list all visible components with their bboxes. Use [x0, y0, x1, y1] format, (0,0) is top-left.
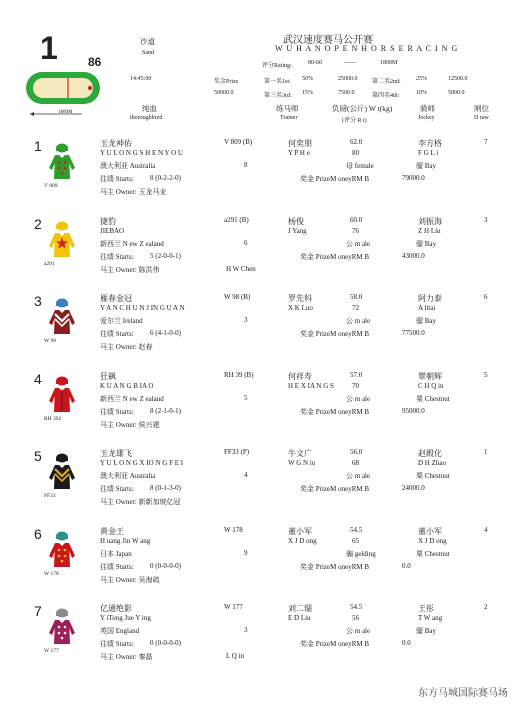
horse-code: RH 39 (B) — [224, 370, 254, 379]
prize-4-amount: 5000.0 — [448, 90, 465, 96]
header-jockey-en: Jockey — [418, 115, 435, 121]
trainer-name-cn: 董小军 — [288, 526, 312, 536]
jockey-name-en: F G L i — [418, 149, 439, 157]
owner-name-en: H W Chen — [226, 264, 256, 273]
draw-number: 6 — [484, 293, 488, 301]
silk-code: W 178 — [44, 570, 59, 577]
starts-record: 0 (0-0-0-0) — [150, 639, 181, 647]
horse-colour: 骝 Bay — [416, 162, 437, 170]
jockey-silks-icon — [46, 375, 78, 415]
horse-owner: 马主 Owner: 秦磊 — [100, 653, 153, 661]
horse-origin: 澳大利亚 Australia — [100, 472, 156, 480]
starts-label: 往绩 Starts: — [100, 175, 134, 183]
silk-code: W 177 — [44, 648, 59, 654]
horse-owner: 马主 Owner: 陈洪伟 — [100, 265, 160, 274]
track-diagram — [24, 70, 104, 122]
surface-cn: 沙道 — [140, 37, 155, 46]
rating-dash: —— — [344, 60, 356, 66]
runner-row — [0, 524, 520, 604]
prize-3-amount: 7500.0 — [338, 90, 355, 96]
horse-origin: 澳大利亚 Australia — [100, 162, 156, 170]
horse-rating: 65 — [352, 536, 359, 545]
prize-money-value: 24000.0 — [402, 484, 425, 492]
runner-row — [0, 601, 520, 681]
horse-sex: 骟 gelding — [346, 549, 376, 558]
horse-code: W 177 — [224, 603, 243, 611]
trainer-name-en: W G N iu — [288, 459, 316, 467]
header-breed-en: thoroughbred — [130, 115, 163, 121]
header-jockey-cn: 骑师 — [420, 104, 435, 113]
prize-money-label: 奖金 PrizeM oneyRM B — [300, 175, 370, 183]
horse-origin: 日本 Japan — [100, 549, 132, 558]
horse-age: 4 — [244, 471, 248, 479]
horse-code: W 98 (B) — [224, 293, 251, 301]
starts-label: 往绩 Starts: — [100, 640, 134, 648]
jockey-name-en: T W ang — [418, 614, 443, 622]
jockey-name-en: C H Q in — [418, 381, 444, 390]
jockey-silks-icon — [46, 220, 78, 260]
prize-1-amount: 25000.0 — [338, 76, 358, 82]
silk-code: V 809 — [44, 183, 58, 189]
race-badge-number: 86 — [88, 55, 102, 69]
trainer-name-en: X J D ong — [288, 536, 317, 545]
jockey-name-en: A litai — [418, 304, 436, 312]
draw-number: 2 — [484, 603, 488, 611]
runner-number: 4 — [34, 370, 42, 387]
prize-3-pct: 15% — [302, 90, 313, 96]
prize-money-label: 奖金 PrizeM oneyRM B — [300, 252, 370, 261]
starts-label: 往绩 Starts: — [100, 330, 134, 338]
horse-colour: 骝 Bay — [416, 239, 437, 248]
trainer-name-cn: 何奕朋 — [288, 139, 312, 148]
horse-colour: 骝 Bay — [416, 627, 437, 635]
trainer-name-en: J Yang — [288, 226, 307, 235]
horse-owner: 马主 Owner: 玉龙马业 — [100, 188, 167, 196]
horse-code: V 809 (B) — [224, 138, 253, 146]
horse-sex: 公 m ale — [346, 394, 371, 403]
horse-rating: 80 — [352, 149, 359, 157]
horse-owner: 马主 Owner: 侯兴建 — [100, 420, 160, 429]
horse-owner: 马主 Owner: 吴海疏 — [100, 575, 160, 584]
horse-rating: 72 — [352, 304, 359, 312]
horse-code: FF33 (P) — [224, 448, 250, 456]
horse-weight: 58.0 — [350, 293, 363, 301]
horse-origin: 新西兰 N ew Z ealand — [100, 394, 164, 403]
prize-money-value: 43000.0 — [402, 251, 425, 260]
prize-money-label: 奖金 PrizeM oneyRM B — [300, 330, 370, 338]
starts-label: 往绩 Starts: — [100, 485, 134, 493]
starts-record: 8 (0-1-3-0) — [150, 484, 181, 492]
header-trainer-cn: 练马师 — [276, 104, 299, 113]
horse-weight: 57.0 — [350, 370, 363, 379]
header-draw-en: D raw — [474, 115, 489, 121]
runner-number: 1 — [34, 138, 42, 154]
horse-name-cn: 玉龙雄飞 — [100, 449, 132, 458]
runner-number: 3 — [34, 293, 42, 309]
prize-2-place: 第二名2nd: — [372, 79, 401, 85]
horse-weight: 60.0 — [350, 215, 363, 224]
jockey-name-cn: 王彤 — [418, 604, 434, 613]
horse-name-en: Y A N C H U N J IN G U A N — [100, 304, 185, 312]
track-length: 1800M — [58, 110, 73, 115]
horse-sex: 公 m ale — [346, 627, 371, 635]
rating-value: 80-60 — [308, 60, 322, 66]
horse-age: 9 — [244, 548, 248, 557]
horse-name-cn: 黄金王 — [100, 526, 124, 536]
jockey-name-cn: 赵殿化 — [418, 449, 442, 458]
starts-record: 6 (4-1-0-0) — [150, 329, 181, 337]
surface-en: Sand — [142, 50, 154, 56]
starts-record: 5 (2-0-0-1) — [150, 251, 181, 260]
horse-sex: 公 m ale — [346, 239, 371, 248]
horse-age: 3 — [244, 316, 248, 324]
horse-name-cn: 亿通绝影 — [100, 604, 132, 613]
prize-money-value: 0.0 — [402, 639, 411, 647]
horse-age: 6 — [244, 238, 248, 247]
runner-row — [0, 214, 520, 294]
horse-name-cn: 狂飙 — [100, 371, 116, 381]
prize-4-place: 第四名4th: — [372, 93, 400, 99]
horse-origin: 英国 England — [100, 627, 140, 635]
horse-name-en: H uang Jin W ang — [100, 536, 151, 545]
trainer-name-cn: 刘二瑞 — [288, 604, 312, 613]
horse-colour: 栗 Chestnut — [416, 549, 450, 558]
draw-number: 1 — [484, 448, 488, 456]
horse-rating: 76 — [352, 226, 359, 235]
race-number: 1 — [40, 30, 58, 66]
starts-record: 0 (0-0-0-0) — [150, 561, 181, 570]
horse-name-cn: 捷豹 — [100, 216, 116, 226]
trainer-name-en: Y P H e — [288, 149, 310, 157]
horse-name-cn: 雁春金冠 — [100, 294, 132, 303]
race-title: 武汉速度赛马公开赛 — [283, 35, 373, 46]
horse-weight: 62.0 — [350, 138, 363, 146]
prize-2-amount: 12500.0 — [448, 76, 468, 82]
prize-1-pct: 50% — [302, 76, 313, 82]
jockey-silks-icon — [46, 607, 78, 647]
horse-age: 3 — [244, 626, 248, 634]
draw-number: 3 — [484, 215, 488, 224]
horse-name-en: K U A N G B IA O — [100, 381, 154, 390]
header-trainer-en: Trainer — [280, 115, 298, 121]
prize-1-place: 第一名1st: — [264, 79, 291, 85]
runner-number: 7 — [34, 603, 42, 619]
horse-code: a291 (B) — [224, 215, 249, 224]
header-weight-cn: 负磅(公斤) W t(kg) — [332, 104, 393, 113]
trainer-name-cn: 杨俊 — [288, 216, 304, 226]
runner-row — [0, 369, 520, 449]
jockey-name-cn: 覃朝辉 — [418, 371, 442, 381]
prize-money-label: 奖金 PrizeM oneyRM B — [300, 562, 370, 571]
trainer-name-en: E D Liu — [288, 614, 311, 622]
rating-label: 评分Rating: — [262, 63, 292, 69]
horse-name-en: Y iTong Jue Y ing — [100, 614, 151, 622]
horse-name-en: JIEBAO — [100, 226, 125, 235]
horse-rating: 68 — [352, 459, 359, 467]
silk-code: FF33 — [44, 493, 56, 499]
header-draw-cn: 闸位 — [474, 104, 489, 113]
header-weight-en: (评分 R t) — [342, 118, 367, 124]
silk-code: RH 392 — [44, 415, 62, 422]
prize-money-value: 79000.0 — [402, 174, 425, 182]
trainer-name-cn: 何祥寿 — [288, 371, 312, 381]
trainer-name-en: H E X IA N G S — [288, 381, 334, 390]
jockey-name-en: D H Zhao — [418, 459, 446, 467]
horse-code: W 178 — [224, 525, 243, 534]
horse-rating: 56 — [352, 614, 359, 622]
horse-name-en: Y U L O N G S H E N Y O U — [100, 149, 183, 157]
horse-colour: 骝 Bay — [416, 317, 437, 325]
horse-sex: 公 m ale — [346, 472, 371, 480]
draw-number: 5 — [484, 370, 488, 379]
horse-weight: 56.0 — [350, 448, 363, 456]
horse-age: 8 — [244, 161, 248, 169]
runner-number: 2 — [34, 215, 42, 232]
jockey-silks-icon — [46, 452, 78, 492]
prize-3-place: 第三名3rd: — [264, 93, 292, 99]
header-breed-cn: 纯血 — [142, 104, 157, 113]
starts-label: 往绩 Starts: — [100, 562, 134, 571]
horse-sex: 母 female — [346, 162, 374, 170]
horse-colour: 栗 Chestnut — [416, 394, 450, 403]
runner-row — [0, 446, 520, 526]
prize-money-label: 奖金 PrizeM oneyRM B — [300, 485, 370, 493]
prize-label: 奖金Prize — [214, 79, 239, 85]
prize-total: 50000.0 — [214, 90, 234, 96]
runner-row — [0, 291, 520, 371]
horse-age: 5 — [244, 393, 248, 402]
horse-weight: 54.5 — [350, 603, 363, 611]
trainer-name-cn: 罗先科 — [288, 294, 312, 303]
jockey-name-cn: 阿力泰 — [418, 294, 442, 303]
prize-money-value: 0.0 — [402, 561, 411, 570]
silk-code: W 98 — [44, 338, 56, 344]
jockey-silks-icon — [46, 142, 78, 182]
prize-4-pct: 10% — [416, 90, 427, 96]
runner-number: 5 — [34, 448, 42, 464]
horse-owner: 马主 Owner: 新新加坡亿冠 — [100, 498, 181, 506]
jockey-name-cn: 刘振海 — [418, 216, 442, 226]
jockey-name-en: X J D ong — [418, 536, 447, 545]
prize-money-label: 奖金 PrizeM oneyRM B — [300, 640, 370, 648]
runner-number: 6 — [34, 525, 42, 542]
jockey-name-cn: 董小军 — [418, 526, 442, 536]
trainer-name-cn: 牛文广 — [288, 449, 312, 458]
prize-money-label: 奖金 PrizeM oneyRM B — [300, 407, 370, 416]
silk-code: a291 — [44, 260, 55, 267]
prize-money-value: 95000.0 — [402, 406, 425, 415]
horse-colour: 栗 Chestnut — [416, 472, 450, 480]
jockey-silks-icon — [46, 297, 78, 337]
jockey-silks-icon — [46, 530, 78, 570]
trainer-name-en: X K Luo — [288, 304, 313, 312]
draw-number: 4 — [484, 525, 488, 534]
horse-rating: 70 — [352, 381, 359, 390]
starts-label: 往绩 Starts: — [100, 407, 134, 416]
prize-2-pct: 25% — [416, 76, 427, 82]
race-distance: 1800M — [380, 60, 398, 66]
draw-number: 7 — [484, 138, 488, 146]
horse-sex: 公 m ale — [346, 317, 371, 325]
starts-label: 往绩 Starts: — [100, 252, 134, 261]
owner-name-en: L Q in — [226, 652, 245, 660]
runner-row — [0, 136, 520, 216]
jockey-name-en: Z H Liu — [418, 226, 441, 235]
starts-record: 8 (0-2-2-0) — [150, 174, 181, 182]
watermark: 东方马城国际赛马场 — [418, 688, 508, 699]
race-subtitle: W U H A N O P E N H O R S E R A C I N G — [275, 44, 459, 53]
horse-owner: 马主 Owner: 赵春 — [100, 343, 153, 351]
horse-weight: 54.5 — [350, 525, 363, 534]
prize-money-value: 77500.0 — [402, 329, 425, 337]
jockey-name-cn: 李方格 — [418, 139, 442, 148]
horse-name-cn: 玉龙神佑 — [100, 139, 132, 148]
horse-origin: 新西兰 N ew Z ealand — [100, 239, 164, 248]
horse-origin: 爱尔兰 Ireland — [100, 317, 143, 325]
starts-record: 8 (2-1-0-1) — [150, 406, 181, 415]
horse-name-en: Y U L O N G X IO N G F E I — [100, 459, 184, 467]
race-time: 14:45:00 — [130, 76, 152, 82]
